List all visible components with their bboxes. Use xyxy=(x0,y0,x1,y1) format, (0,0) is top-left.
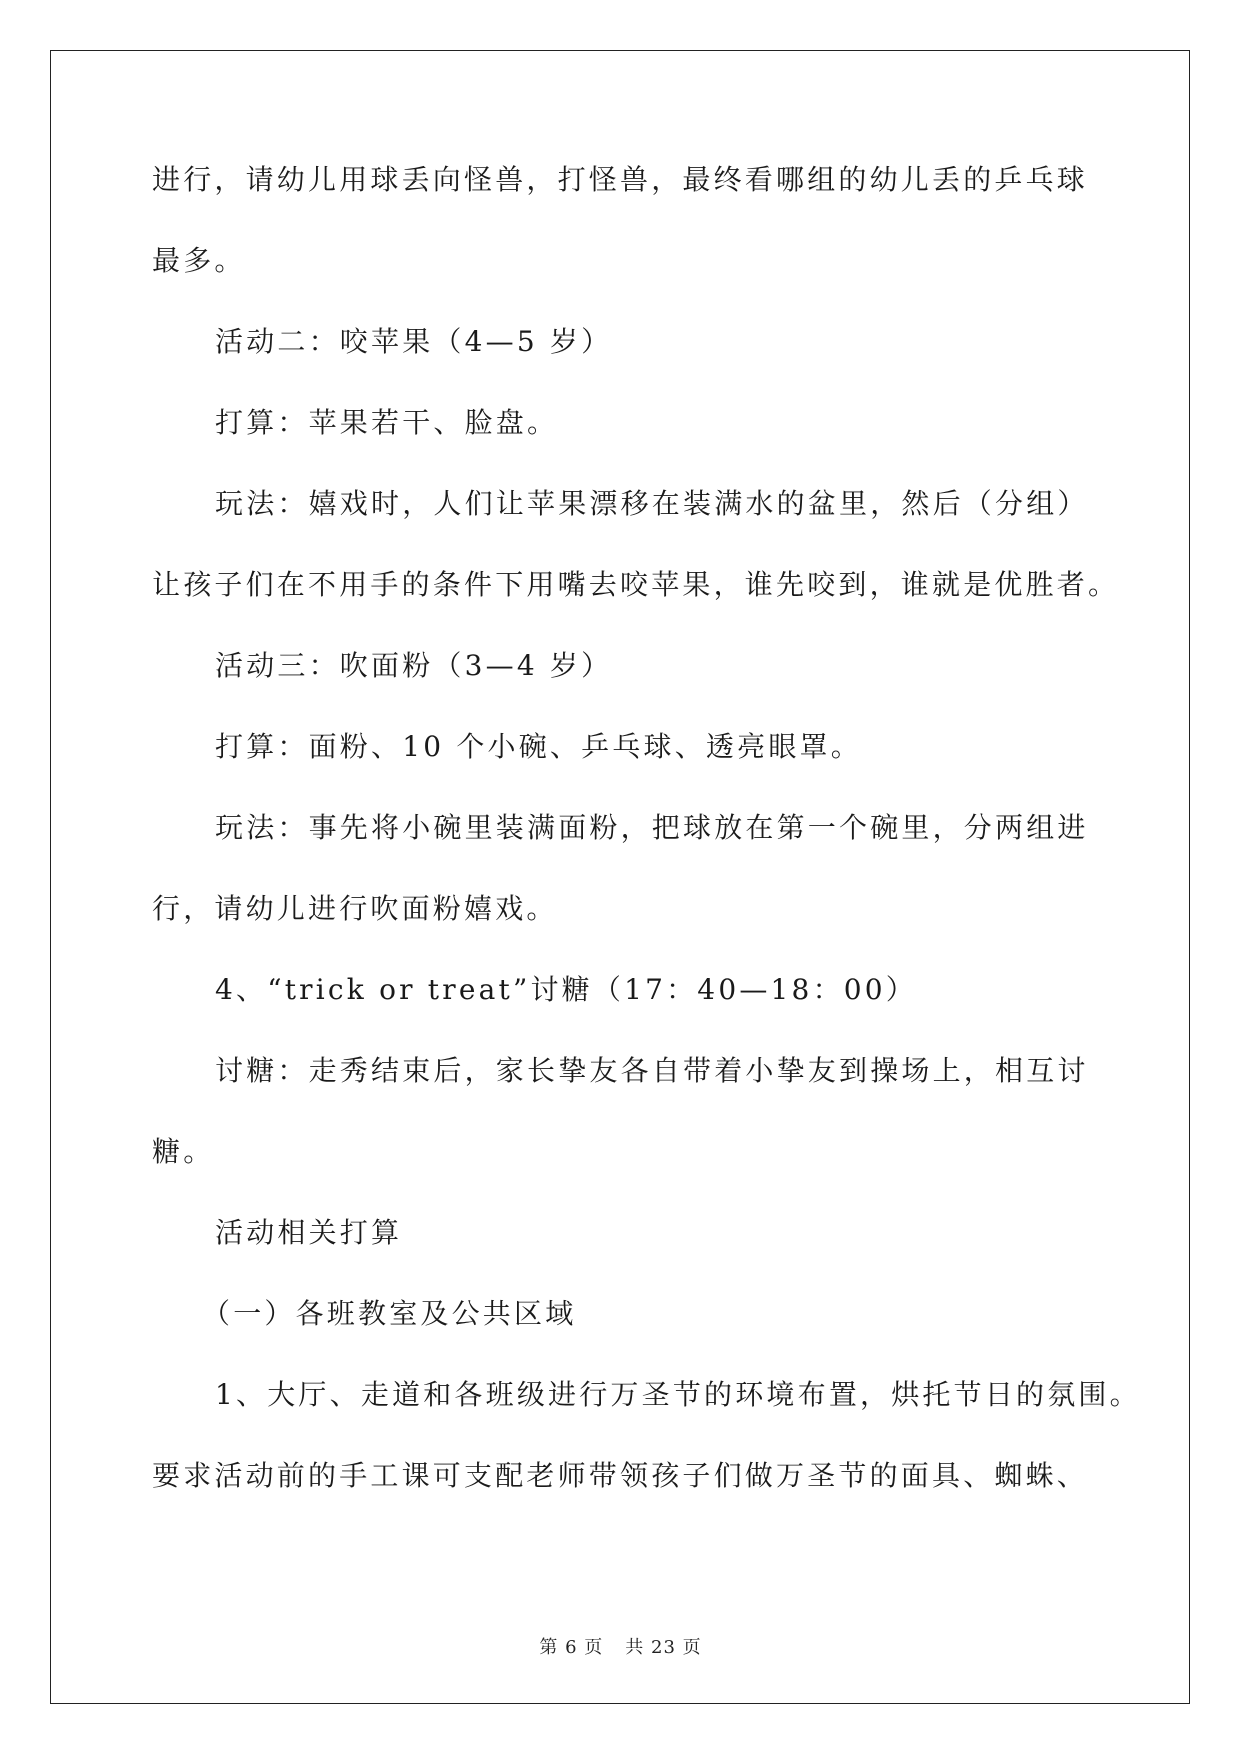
text-line: 讨糖：走秀结束后，家长挚友各自带着小挚友到操场上，相互讨 xyxy=(215,1054,1089,1087)
page-number: 第 6 页 xyxy=(539,1637,604,1658)
text-line: 打算：面粉、10 个小碗、乒乓球、透亮眼罩。 xyxy=(215,730,862,763)
section-heading: 活动三：吹面粉（3—4 岁） xyxy=(215,649,613,682)
document-body xyxy=(152,160,1141,1496)
section-heading: 活动相关打算 xyxy=(215,1216,403,1249)
subsection-heading: （一）各班教室及公共区域 xyxy=(202,1297,577,1330)
text-line: 要求活动前的手工课可支配老师带领孩子们做万圣节的面具、蜘蛛、 xyxy=(152,1459,1089,1492)
text-line: 让孩子们在不用手的条件下用嘴去咬苹果，谁先咬到，谁就是优胜者。 xyxy=(152,568,1120,601)
text-line: 打算：苹果若干、脸盘。 xyxy=(215,406,559,439)
section-heading: 4、“trick or treat”讨糖（17：40—18：00） xyxy=(215,973,917,1006)
text-line: 最多。 xyxy=(152,244,246,277)
text-line: 行，请幼儿进行吹面粉嬉戏。 xyxy=(152,892,558,925)
text-line: 玩法：嬉戏时，人们让苹果漂移在装满水的盆里，然后（分组） xyxy=(215,487,1089,520)
text-line: 1、大厅、走道和各班级进行万圣节的环境布置，烘托节日的氛围。 xyxy=(215,1378,1141,1411)
text-line: 玩法：事先将小碗里装满面粉，把球放在第一个碗里，分两组进 xyxy=(215,811,1089,844)
section-heading: 活动二：咬苹果（4—5 岁） xyxy=(215,325,613,358)
page-total: 共 23 页 xyxy=(625,1637,702,1658)
text-line: 进行，请幼儿用球丢向怪兽，打怪兽，最终看哪组的幼儿丢的乒乓球 xyxy=(152,163,1089,196)
page-footer xyxy=(0,1633,1241,1659)
text-line: 糖。 xyxy=(152,1135,215,1168)
